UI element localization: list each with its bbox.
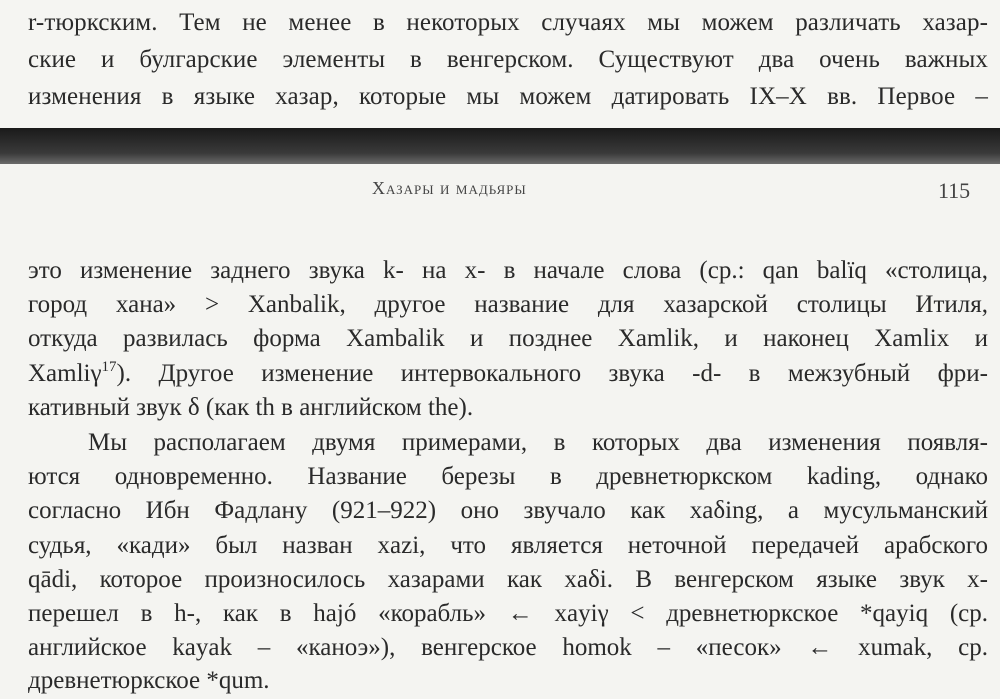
text-fragment: Xamliγ [28, 360, 102, 387]
footnote-marker: 17 [101, 359, 117, 375]
text-line: судья, «кади» был назван xazi, что является неточной передачей арабского [28, 532, 988, 559]
text-line: согласно Ибн Фадлану (921–922) оно звучало как xaδing, а мусульманский [28, 497, 988, 524]
previous-page-fragment [0, 0, 1000, 128]
text-fragment: ). Другое изменение интервокального звука -d- в межзубный фри- [116, 360, 988, 387]
text-line: город хана» > Xanbalik, другое название для хазарской столицы Итиля, [28, 291, 988, 318]
text-line: это изменение заднего звука k- на x- в начале слова (ср.: qan balïq «столица, [28, 257, 988, 284]
paragraph-first-line: Мы располагаем двумя примерами, в которых два изменения появля- [88, 429, 988, 456]
text-line: qādi, которое произносилось хазарами как xaδi. В венгерском языке звук x- [28, 566, 988, 593]
text-line: изменения в языке хазар, которые мы можем датировать IX–X вв. Первое – [28, 83, 988, 110]
text-line [28, 359, 988, 389]
text-line: откуда развилась форма Xambalik и позднее Xamlik, и наконец Xamlix и [28, 325, 988, 352]
text-line: перешел в h-, как в hajó «корабль» ← xayiγ < древнетюркское *qayiq (ср. [28, 600, 988, 627]
text-line: английское kayak – «каноэ»), венгерское homok – «песок» ← xumak, ср. [28, 634, 988, 661]
text-line: кативный звук δ (как th в английском the). [28, 394, 474, 421]
text-line: ются одновременно. Название березы в древнетюркском kading, однако [28, 463, 988, 490]
text-line: ские и булгарские элементы в венгерском. Существуют два очень важных [28, 46, 988, 73]
running-head: Хазары и мадьяры [372, 178, 527, 198]
text-line: r-тюркским. Тем не менее в некоторых случаях мы можем различать хазар- [28, 9, 988, 36]
page-gap [0, 128, 1000, 164]
text-line: древнетюркское *qum. [28, 667, 270, 694]
page-number: 115 [938, 178, 971, 203]
